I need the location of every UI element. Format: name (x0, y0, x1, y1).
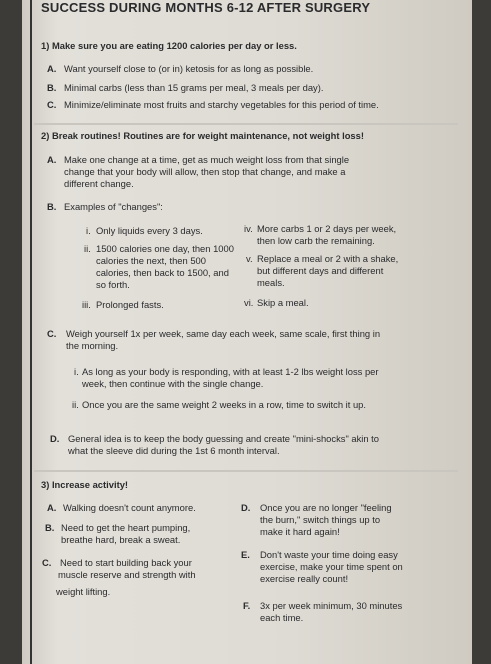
list-item: General idea is to keep the body guessing and create "mini-shocks" akin to (68, 433, 380, 444)
sub-marker: iii. (82, 299, 91, 310)
list-item: make it hard again! (260, 526, 340, 537)
sub-marker: i. (86, 225, 91, 236)
list-item: calories, then back to 1500, and (96, 267, 229, 278)
list-item: Need to start building back your (60, 557, 192, 568)
list-item: Want yourself close to (or in) ketosis for as long as possible. (64, 63, 314, 74)
list-item: what the sleeve did during the 1st 6 month interval. (68, 445, 280, 456)
list-item: the morning. (66, 340, 119, 351)
sub-marker: iv. (244, 223, 253, 234)
list-item: meals. (257, 277, 285, 288)
list-item: Weigh yourself 1x per week, same day each week, same scale, first thing in (66, 328, 381, 339)
sub-marker: i. (74, 366, 79, 377)
sub-marker: ii. (84, 243, 91, 254)
list-item: Need to get the heart pumping, (61, 522, 191, 533)
list-item: Examples of "changes": (64, 201, 163, 212)
list-item: weight lifting. (56, 586, 111, 597)
list-item: Once you are no longer "feeling (260, 502, 392, 513)
list-item: change that your body will allow, then stop that change, and make a (64, 166, 346, 177)
list-marker: F. (243, 600, 251, 611)
list-marker: C. (42, 557, 52, 568)
list-marker: C. (47, 328, 57, 339)
list-item: Once you are the same weight 2 weeks in a row, time to switch it up. (82, 399, 366, 410)
margin-rule (30, 0, 32, 664)
list-marker: A. (47, 154, 57, 165)
list-item: Minimize/eliminate most fruits and starchy vegetables for this period of time. (64, 99, 379, 110)
list-item: More carbs 1 or 2 days per week, (257, 223, 397, 234)
list-item: week, then continue with the single change. (82, 378, 264, 389)
sub-marker: ii. (72, 399, 79, 410)
list-item: Prolonged fasts. (96, 299, 164, 310)
list-item: the burn," switch things up to (260, 514, 381, 525)
list-marker: E. (241, 549, 250, 560)
list-marker: C. (47, 99, 57, 110)
section-divider (34, 470, 458, 472)
list-marker: D. (50, 433, 60, 444)
list-marker: B. (45, 522, 55, 533)
list-marker: A. (47, 63, 57, 74)
list-item: Replace a meal or 2 with a shake, (257, 253, 399, 264)
sub-marker: v. (246, 253, 253, 264)
list-item: Don't waste your time doing easy (260, 549, 398, 560)
list-item: calories the next, then 500 (96, 255, 206, 266)
list-item: 3x per week minimum, 30 minutes (260, 600, 403, 611)
list-marker: B. (47, 82, 57, 93)
section-divider (34, 123, 458, 125)
list-item: but different days and different (257, 265, 384, 276)
page-title: SUCCESS DURING MONTHS 6-12 AFTER SURGERY (41, 0, 371, 15)
list-item: Walking doesn't count anymore. (63, 502, 196, 513)
list-marker: B. (47, 201, 57, 212)
list-item: then low carb the remaining. (257, 235, 375, 246)
sub-marker: vi. (244, 297, 254, 308)
list-item: exercise, make your time spent on (260, 561, 403, 572)
list-item: Only liquids every 3 days. (96, 225, 203, 236)
list-item: breathe hard, break a sweat. (61, 534, 181, 545)
list-item: different change. (64, 178, 134, 189)
list-item: Make one change at a time, get as much weight loss from that single (64, 154, 350, 165)
list-item: muscle reserve and strength with (58, 569, 196, 580)
list-item: Skip a meal. (257, 297, 309, 308)
list-marker: D. (241, 502, 251, 513)
list-item: As long as your body is responding, with at least 1-2 lbs weight loss per (82, 366, 379, 377)
list-item: so forth. (96, 279, 130, 290)
list-item: 1500 calories one day, then 1000 (96, 243, 234, 254)
section-1-heading: 1) Make sure you are eating 1200 calories per day or less. (41, 40, 297, 51)
list-item: exercise really count! (260, 573, 349, 584)
list-item: each time. (260, 612, 304, 623)
section-2-heading: 2) Break routines! Routines are for weight maintenance, not weight loss! (41, 130, 364, 141)
list-item: Minimal carbs (less than 15 grams per meal, 3 meals per day). (64, 82, 324, 93)
section-3-heading: 3) Increase activity! (41, 479, 129, 490)
list-marker: A. (47, 502, 57, 513)
